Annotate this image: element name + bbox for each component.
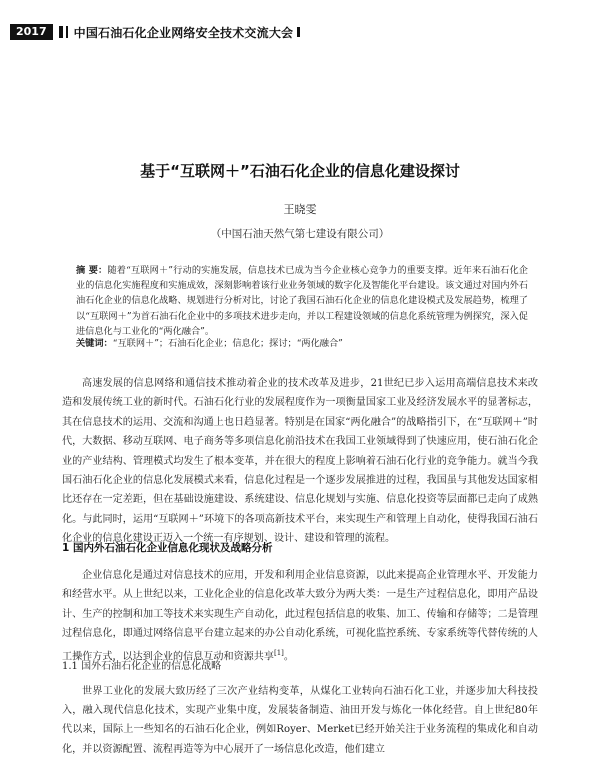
section-1-heading: 1 国内外石油石化企业信息化现状及战略分析 <box>62 542 273 554</box>
keywords <box>76 337 528 351</box>
keywords-label: 关键词： <box>76 338 113 349</box>
header-marker-icon <box>59 26 68 38</box>
body-paragraph-2-text: 企业信息化是通过对信息技术的应用，开发和利用企业信息资源，以此来提高企业管理水平、开发能力和经营水平。从上世纪以来，工业化企业的信息化改革大致分为两大类：一是生产过程信息化，即用产品设计、生产的控制和加工等技术来实现生产自动化，此过程包括信息的收集、加工、传输和存储等；二是管理过程信息化，即通过网络信息平台建立起来的办公自动化系统，可视化监控系统、专家系统等代替传统的人工操作方式，以达到企业的信息互动和资源共享 <box>62 570 538 662</box>
header-conference-name: 中国石油石化企业网络安全技术交流大会 <box>73 25 294 40</box>
keywords-text: “互联网＋”；石油石化企业；信息化；探讨；“两化融合” <box>112 338 343 349</box>
body-paragraph-2 <box>62 566 538 666</box>
header-end-bar-icon <box>297 27 300 37</box>
running-header <box>10 24 300 40</box>
abstract <box>76 263 528 339</box>
abstract-label: 摘 要： <box>76 265 108 276</box>
body-paragraph-4: 世界工业化的发展大致历经了三次产业结构变革，从煤化工业转向石油石化工业，并逐步加大科技投入，融入现代信息化技术，实现产业集中度，发展装备制造、油田开发与炼化一体化经营。自上世纪80年代以来，国际上一些知名的石油石化企业，例如Royer、Merket已经开始关注于业务流程的集成化和自动化，并以资源配置、流程再造等为中心展开了一场信息化改造，他们建立 <box>62 686 538 755</box>
body-paragraph-1: 高速发展的信息网络和通信技术推动着企业的技术改革及进步，21世纪已步入运用高端信息技术来改造和发展传统工业的新时代。石油石化行业的发展程度作为一项衡量国家工业及经济发展水平的显著标志，其在信息技术的运用、交流和沟通上也日趋显著。特别是在国家“两化融合”的战略指引下，在“互联网＋”时代，大数据、移动互联网、电子商务等多项信息化前沿技术在我国工业领域得到了快速应用，使石油石化企业的产业结构、管理模式均发生了根本变革，并在很大的程度上影响着石油石化行业的竞争能力。就当今我国石油石化企业的信息化发展模式来看，信息化过程是一个逐步发展推进的过程，我国虽与其他发达国家相比还存在一定差距，但在基础设施建设、系统建设、信息化规划与实施、信息化投资等层面都已走向了成熟化。与此同时，运用“互联网＋”环境下的各项高新技术平台，来实现生产和管理上自动化，使得我国石油石化企业的信息化建设正迈入一个统一有序规划、设计、建设和管理的流程。 <box>62 378 538 545</box>
body-paragraph-2-end: 。 <box>283 650 294 662</box>
paper-affiliation: （中国石油天然气第七建设有限公司） <box>210 228 390 240</box>
citation-marker: [1] <box>273 648 284 657</box>
paper-author: 王晓雯 <box>283 203 317 216</box>
paper-title: 基于“互联网＋”石油石化企业的信息化建设探讨 <box>140 162 460 180</box>
header-year: 2017 <box>10 24 53 40</box>
abstract-text: 随着“互联网＋”行动的实施发展，信息技术已成为当今企业核心竞争力的重要支撑。近年来石油石化企业的信息化实施程度和实施成效，深刻影响着该行业业务领域的数字化及智能化平台建设。该文通过对国内外石油石化企业的信息化战略、规划进行分析对比，讨论了我国石油石化企业的信息化建设模式及发展趋势，梳理了以“互联网＋”为首石油石化企业中的多项技术进步走向，并以工程建设领域的信息化系统管理为例探究，深入促进信息化与工业化的“两化融合”。 <box>76 265 528 337</box>
subsection-1-1-heading: 1.1 国外石油石化企业的信息化战略 <box>62 661 222 672</box>
